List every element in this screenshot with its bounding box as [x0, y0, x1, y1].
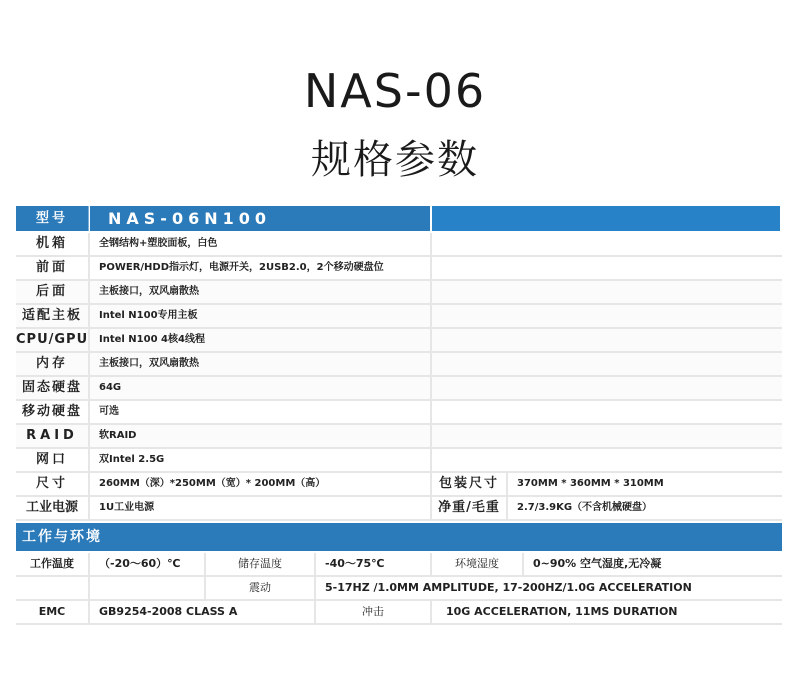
spec-subtitle: 规格参数: [311, 137, 479, 183]
spec-row-network: [16, 449, 782, 473]
row-value: 260MM（深）*250MM（宽）* 200MM（高）: [90, 473, 432, 495]
spec-row-front: [16, 257, 782, 281]
row-value: 软RAID: [90, 425, 432, 447]
spec-row-memory: [16, 353, 782, 377]
row-label: 前面: [16, 257, 90, 279]
spec-table: [16, 206, 782, 626]
header-blank-cell: [432, 206, 780, 231]
row-value: 主板接口，双风扇散热: [90, 353, 432, 375]
model-label: 型号: [35, 211, 68, 226]
row-value: 双Intel 2.5G: [90, 449, 432, 471]
row-label: 移动硬盘: [16, 401, 90, 423]
spec-row-rear: [16, 281, 782, 305]
row-value-2: 370MM * 360MM * 310MM: [517, 478, 664, 489]
emc-value: GB9254-2008 CLASS A: [90, 601, 316, 623]
spec-row-raid: [16, 425, 782, 449]
row-label: 工业电源: [16, 497, 90, 519]
spec-row-removable-disk: [16, 401, 782, 425]
row-value: 1U工业电源: [90, 497, 432, 519]
vibration-label: 震动: [206, 577, 316, 599]
row-value: Intel N100 4核4线程: [90, 329, 432, 351]
row-label: 固态硬盘: [16, 377, 90, 399]
env-section-header: [16, 523, 782, 551]
shock-label: 冲击: [316, 601, 432, 623]
env-row-emc: [16, 601, 782, 625]
vibration-value: 5-17HZ /1.0MM AMPLITUDE, 17-200HZ/1.0G ACCELERATION: [325, 581, 692, 594]
spec-row-dimensions: [16, 473, 782, 497]
row-label: RAID: [16, 425, 90, 447]
row-value-2: 2.7/3.9KG（不含机械硬盘）: [517, 502, 653, 513]
row-value: 全钢结构+塑胶面板，白色: [90, 233, 432, 255]
row-value: 可选: [90, 401, 432, 423]
blank-cell: [90, 577, 206, 599]
spec-row-power: [16, 497, 782, 521]
row-label: 适配主板: [16, 305, 90, 327]
row-value: 64G: [90, 377, 432, 399]
humidity-label: 环境湿度: [432, 553, 524, 575]
row-label: CPU/GPU: [16, 329, 90, 351]
emc-label: EMC: [16, 601, 90, 623]
row-label: 后面: [16, 281, 90, 303]
model-value-cell: [90, 206, 430, 231]
work-temp-label: 工作温度: [16, 553, 90, 575]
row-label: 网口: [16, 449, 90, 471]
spec-row-motherboard: [16, 305, 782, 329]
model-title: NAS-06: [303, 64, 487, 118]
row-label: 内存: [16, 353, 90, 375]
row-value: 主板接口，双风扇散热: [90, 281, 432, 303]
env-row-temperature: [16, 553, 782, 577]
row-value: POWER/HDD指示灯，电源开关，2USB2.0，2个移动硬盘位: [90, 257, 432, 279]
humidity-value: 0~90% 空气湿度,无冷凝: [533, 557, 662, 570]
spec-row-cpu: [16, 329, 782, 353]
blank-cell: [16, 577, 90, 599]
row-label-2: 包装尺寸: [432, 473, 508, 495]
row-label-2: 净重/毛重: [432, 497, 508, 519]
spec-row-ssd: [16, 377, 782, 401]
storage-temp-value: -40～75℃: [316, 553, 432, 575]
row-label: 尺寸: [16, 473, 90, 495]
env-row-vibration: [16, 577, 782, 601]
env-section-title: 工作与环境: [22, 529, 102, 545]
spec-row-chassis: [16, 233, 782, 257]
spec-table-header: [16, 206, 782, 231]
model-value: NAS-06N100: [108, 209, 271, 228]
row-value: Intel N100专用主板: [90, 305, 432, 327]
work-temp-value: （-20～60）℃: [90, 553, 206, 575]
storage-temp-label: 储存温度: [206, 553, 316, 575]
row-label: 机箱: [16, 233, 90, 255]
shock-value: 10G ACCELERATION, 11MS DURATION: [446, 605, 678, 618]
model-label-cell: [16, 206, 89, 231]
